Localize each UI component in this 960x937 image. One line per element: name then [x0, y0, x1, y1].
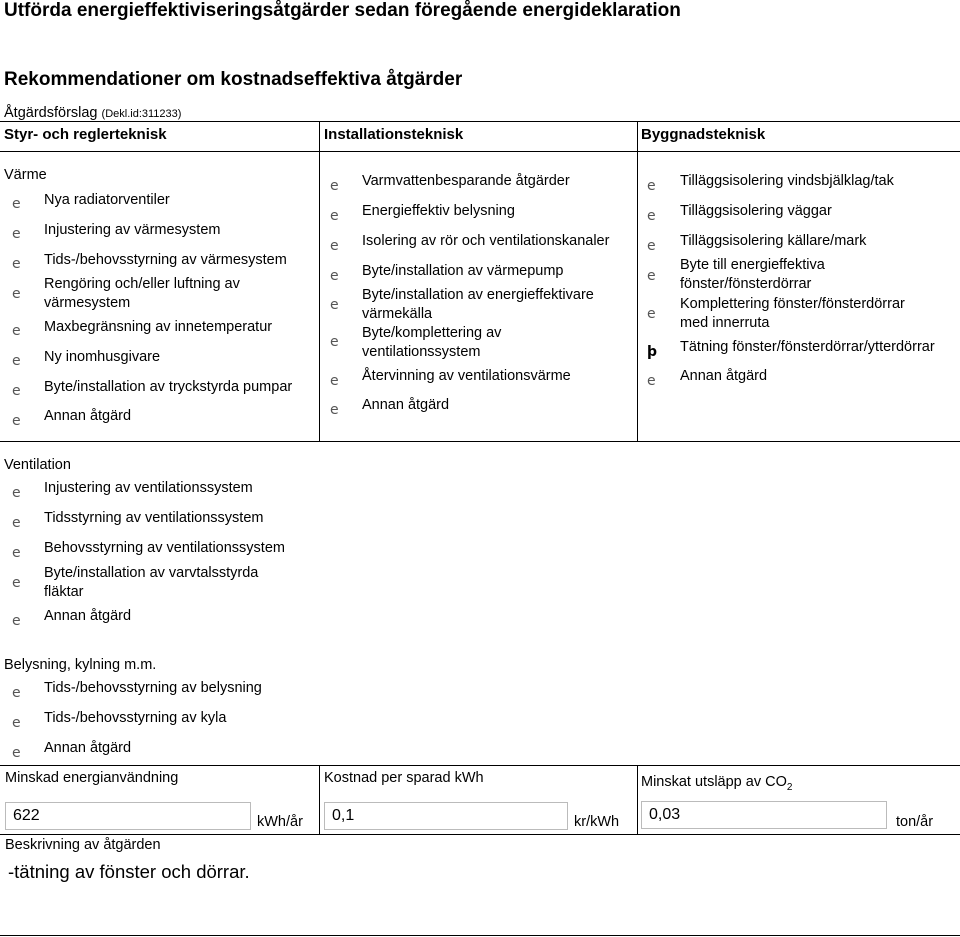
column-divider: [637, 766, 638, 834]
checkbox[interactable]: e: [12, 413, 21, 429]
checkbox-label: Tids-/behovsstyrning av värmesystem: [44, 252, 287, 268]
checkbox-label: Byte/installation av energieffektivare värmekälla: [362, 287, 594, 322]
checkbox-label: Tids-/behovsstyrning av kyla: [44, 710, 227, 726]
checkbox[interactable]: e: [330, 238, 339, 254]
checkbox-label: Ny inomhusgivare: [44, 349, 161, 365]
divider: [0, 151, 960, 152]
checkbox-label: Byte/installation av varvtalsstyrda fläktar: [44, 565, 259, 600]
checkbox[interactable]: e: [12, 323, 21, 339]
checkbox-label: Tilläggsisolering väggar: [680, 203, 832, 219]
checkbox-label: Annan åtgärd: [680, 368, 768, 384]
checkbox-label: Rengöring och/eller luftning av värmesystem: [44, 276, 240, 311]
checkbox[interactable]: e: [12, 515, 21, 531]
checkbox[interactable]: e: [12, 575, 21, 591]
description-label: Beskrivning av åtgärden: [5, 837, 161, 853]
checkbox[interactable]: e: [330, 268, 339, 284]
checkbox[interactable]: e: [12, 353, 21, 369]
divider: [0, 121, 960, 122]
checkbox-label: Energieffektiv belysning: [362, 203, 515, 219]
checkbox-label: Maxbegränsning av innetemperatur: [44, 319, 273, 335]
checkbox-label: Byte/installation av tryckstyrda pumpar: [44, 379, 293, 395]
page-title: Utförda energieffektiviseringsåtgärder sedan föregående energideklaration: [4, 0, 681, 21]
checkbox[interactable]: e: [12, 545, 21, 561]
checkbox-label: Tilläggsisolering vindsbjälklag/tak: [680, 173, 894, 189]
checkbox-label: Annan åtgärd: [44, 408, 132, 424]
checkbox-checked[interactable]: þ: [647, 344, 658, 360]
checkbox-label: Byte/installation av värmepump: [362, 263, 564, 279]
column-divider: [637, 122, 638, 442]
checkbox[interactable]: e: [330, 373, 339, 389]
energy-unit: kWh/år: [257, 814, 303, 830]
divider: [0, 834, 960, 835]
checkbox[interactable]: e: [330, 402, 339, 418]
checkbox-label: Tidsstyrning av ventilationssystem: [44, 510, 264, 526]
checkbox[interactable]: e: [12, 485, 21, 501]
cost-value-field[interactable]: 0,1: [324, 802, 568, 830]
column-divider: [319, 122, 320, 442]
proposal-id: (Dekl.id:311233): [101, 108, 182, 120]
varme-heading: Värme: [4, 167, 47, 183]
checkbox-label: Annan åtgärd: [362, 397, 450, 413]
column-header-bygg: Byggnadsteknisk: [641, 126, 766, 143]
co2-value-field[interactable]: 0,03: [641, 801, 887, 829]
checkbox[interactable]: e: [12, 613, 21, 629]
checkbox[interactable]: e: [12, 383, 21, 399]
cost-unit: kr/kWh: [574, 814, 620, 830]
checkbox[interactable]: e: [647, 178, 656, 194]
checkbox-label: Byte till energieffektiva fönster/fönsterdörrar: [680, 257, 825, 292]
checkbox-label: Behovsstyrning av ventilationssystem: [44, 540, 285, 556]
description-value[interactable]: -tätning av fönster och dörrar.: [8, 861, 250, 882]
energy-value-field[interactable]: 622: [5, 802, 251, 830]
checkbox[interactable]: e: [647, 238, 656, 254]
section-subtitle: Rekommendationer om kostnadseffektiva åtgärder: [4, 69, 463, 90]
checkbox[interactable]: e: [647, 306, 656, 322]
checkbox-label: Nya radiatorventiler: [44, 192, 170, 208]
checkbox-label: Isolering av rör och ventilationskanaler: [362, 233, 610, 249]
checkbox-label: Injustering av ventilationssystem: [44, 480, 253, 496]
co2-label: [641, 773, 792, 797]
checkbox-label: Återvinning av ventilationsvärme: [362, 368, 571, 384]
column-divider: [319, 766, 320, 834]
belysning-heading: Belysning, kylning m.m.: [4, 657, 157, 673]
checkbox-label: Tids-/behovsstyrning av belysning: [44, 680, 262, 696]
checkbox-label: Tätning fönster/fönsterdörrar/ytterdörrar: [680, 339, 935, 355]
checkbox-label: Annan åtgärd: [44, 740, 132, 756]
checkbox-label: Annan åtgärd: [44, 608, 132, 624]
column-header-install: Installationsteknisk: [324, 126, 464, 143]
divider: [0, 765, 960, 766]
co2-unit: ton/år: [896, 814, 934, 830]
checkbox-label: Byte/komplettering av ventilationssystem: [362, 325, 502, 360]
checkbox[interactable]: e: [12, 685, 21, 701]
checkbox[interactable]: e: [12, 256, 21, 272]
checkbox[interactable]: e: [12, 715, 21, 731]
checkbox-label: Varmvattenbesparande åtgärder: [362, 173, 570, 189]
checkbox-label: Injustering av värmesystem: [44, 222, 221, 238]
divider: [0, 441, 960, 442]
ventilation-heading: Ventilation: [4, 457, 71, 473]
column-header-styr: Styr- och reglerteknisk: [4, 126, 167, 143]
co2-subscript: 2: [786, 781, 793, 793]
checkbox[interactable]: e: [330, 334, 339, 350]
checkbox[interactable]: e: [647, 208, 656, 224]
checkbox[interactable]: e: [12, 286, 21, 302]
checkbox[interactable]: e: [647, 373, 656, 389]
checkbox[interactable]: e: [647, 268, 656, 284]
checkbox[interactable]: e: [330, 208, 339, 224]
co2-label-text: Minskat utsläpp av CO: [641, 774, 787, 790]
checkbox[interactable]: e: [12, 745, 21, 761]
divider: [0, 935, 960, 936]
checkbox-label: Tilläggsisolering källare/mark: [680, 233, 867, 249]
proposal-label: Åtgärdsförslag: [4, 105, 98, 121]
cost-label: Kostnad per sparad kWh: [324, 770, 484, 786]
energy-label: Minskad energianvändning: [5, 770, 179, 786]
checkbox[interactable]: e: [330, 297, 339, 313]
checkbox[interactable]: e: [12, 196, 21, 212]
checkbox-label: Komplettering fönster/fönsterdörrar med innerruta: [680, 296, 905, 331]
checkbox[interactable]: e: [12, 226, 21, 242]
checkbox[interactable]: e: [330, 178, 339, 194]
